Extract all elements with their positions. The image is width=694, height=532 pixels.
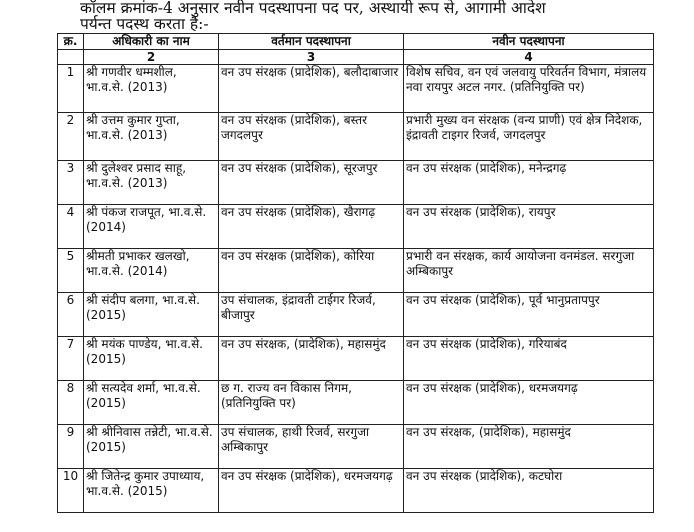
row-sno: 2 <box>58 113 84 161</box>
row-officer-name: श्रीमती प्रभाकर खलखो, भा.व.से. (2014) <box>84 249 219 293</box>
row-officer-name: श्री सत्यदेव शर्मा, भा.व.से. (2015) <box>84 381 219 425</box>
row-current-posting: वन उप संरक्षक, (प्रादेशिक), महासमुंद <box>219 337 404 381</box>
row-new-posting: वन उप संरक्षक (प्रादेशिक), रायपुर <box>404 205 654 249</box>
table-row <box>58 113 654 161</box>
header-sno: क्र. <box>58 34 84 50</box>
row-new-posting: वन उप संरक्षक (प्रादेशिक), पूर्व भानुप्रतापपुर <box>404 293 654 337</box>
row-current-posting: वन उप संरक्षक (प्रादेशिक), बलौदाबाजार <box>219 65 404 113</box>
row-officer-name: श्री श्रीनिवास तन्नेटी, भा.व.से. (2015) <box>84 425 219 469</box>
row-officer-name: श्री गणवीर धम्मशील, भा.व.से. (2013) <box>84 65 219 113</box>
row-new-posting: वन उप संरक्षक (प्रादेशिक), धरमजयगढ़ <box>404 381 654 425</box>
row-sno: 3 <box>58 161 84 205</box>
table-row <box>58 381 654 425</box>
intro-text <box>80 0 680 32</box>
row-sno: 4 <box>58 205 84 249</box>
table-row <box>58 161 654 205</box>
col-number-4: 4 <box>404 49 654 65</box>
row-sno: 1 <box>58 65 84 113</box>
row-current-posting: वन उप संरक्षक (प्रादेशिक), बस्तर जगदलपुर <box>219 113 404 161</box>
row-new-posting: विशेष सचिव, वन एवं जलवायु परिवर्तन विभाग, मंत्रालय नवा रायपुर अटल नगर. (प्रतिनियुक्ति पर) <box>404 65 654 113</box>
row-officer-name: श्री उत्तम कुमार गुप्ता, भा.व.से. (2013) <box>84 113 219 161</box>
row-sno: 5 <box>58 249 84 293</box>
table-row <box>58 293 654 337</box>
table-row <box>58 249 654 293</box>
row-sno: 8 <box>58 381 84 425</box>
col-number-2: 2 <box>84 49 219 65</box>
table-row <box>58 337 654 381</box>
row-officer-name: श्री जितेन्द्र कुमार उपाध्याय, भा.व.से. (2015) <box>84 469 219 513</box>
row-sno: 6 <box>58 293 84 337</box>
row-officer-name: श्री संदीप बलगा, भा.व.से. (2015) <box>84 293 219 337</box>
row-current-posting: वन उप संरक्षक (प्रादेशिक), सूरजपुर <box>219 161 404 205</box>
header-name: अधिकारी का नाम <box>84 34 219 50</box>
table-row <box>58 469 654 513</box>
row-sno: 9 <box>58 425 84 469</box>
column-number-row <box>58 49 654 65</box>
row-new-posting: वन उप संरक्षक (प्रादेशिक), मनेन्द्रगढ़ <box>404 161 654 205</box>
col-number-1 <box>58 49 84 65</box>
row-new-posting: प्रभारी वन संरक्षक, कार्य आयोजना वनमंडल. सरगुजा अम्बिकापुर <box>404 249 654 293</box>
header-current-posting: वर्तमान पदस्थापना <box>219 34 404 50</box>
row-officer-name: श्री दुलेश्वर प्रसाद साहू, भा.व.से. (2013) <box>84 161 219 205</box>
table-row <box>58 205 654 249</box>
col-number-3: 3 <box>219 49 404 65</box>
row-current-posting: छ ग. राज्य वन विकास निगम, (प्रतिनियुक्ति पर) <box>219 381 404 425</box>
intro-line-1: कॉलम क्रमांक-4 अनुसार नवीन पदस्थापना पद पर, अस्थायी रूप से, आगामी आदेश <box>80 0 546 17</box>
row-sno: 10 <box>58 469 84 513</box>
row-current-posting: वन उप संरक्षक (प्रादेशिक), कोरिया <box>219 249 404 293</box>
row-current-posting: वन उप संरक्षक (प्रादेशिक), खैरागढ़ <box>219 205 404 249</box>
intro-line-2: पर्यन्त पदस्थ करता है:- <box>80 15 209 33</box>
row-new-posting: वन उप संरक्षक, (प्रादेशिक), महासमुंद <box>404 425 654 469</box>
row-current-posting: उप संचालक, हाथी रिजर्व, सरगुजा अम्बिकापुर <box>219 425 404 469</box>
table-row <box>58 425 654 469</box>
row-officer-name: श्री मयंक पाण्डेय, भा.व.से. (2015) <box>84 337 219 381</box>
row-new-posting: वन उप संरक्षक (प्रादेशिक), कटघोरा <box>404 469 654 513</box>
row-officer-name: श्री पंकज राजपूत, भा.व.से. (2014) <box>84 205 219 249</box>
table-row <box>58 65 654 113</box>
row-sno: 7 <box>58 337 84 381</box>
row-new-posting: प्रभारी मुख्य वन संरक्षक (वन्य प्राणी) एवं क्षेत्र निदेशक, इंद्रावती टाइगर रिजर्व, जगदलपुर <box>404 113 654 161</box>
row-current-posting: उप संचालक, इंद्रावती टाईगर रिजर्व, बीजापुर <box>219 293 404 337</box>
row-current-posting: वन उप संरक्षक (प्रादेशिक), धरमजयगढ़ <box>219 469 404 513</box>
row-new-posting: वन उप संरक्षक (प्रादेशिक), गरियाबंद <box>404 337 654 381</box>
header-new-posting: नवीन पदस्थापना <box>404 34 654 50</box>
posting-table <box>57 33 654 513</box>
table-header-row <box>58 34 654 50</box>
